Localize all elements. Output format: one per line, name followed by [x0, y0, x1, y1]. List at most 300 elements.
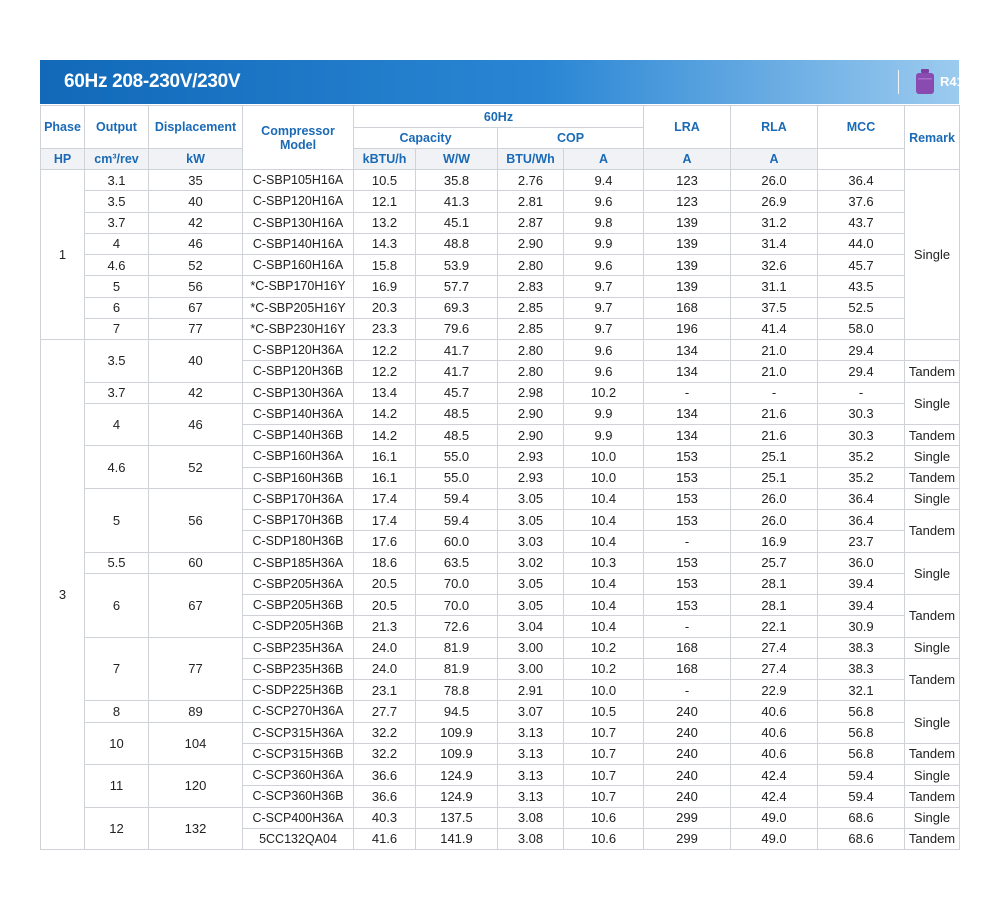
- cell-ww: 2.81: [498, 191, 564, 212]
- cell-mcc: 29.4: [818, 340, 905, 361]
- cell-lra: 139: [644, 212, 731, 233]
- cell-mcc: 39.4: [818, 595, 905, 616]
- cell-kw: 24.0: [354, 637, 416, 658]
- cell-rla: 49.0: [731, 807, 818, 828]
- cell-remark: Tandem: [905, 595, 960, 638]
- cell-btuwh: 10.7: [564, 722, 644, 743]
- cell-displacement: 52: [149, 255, 243, 276]
- cell-mcc: 68.6: [818, 807, 905, 828]
- cell-model: C-SDP180H36B: [243, 531, 354, 552]
- cell-rla: 41.4: [731, 318, 818, 339]
- cell-kbtu: 137.5: [416, 807, 498, 828]
- cell-ww: 2.83: [498, 276, 564, 297]
- cell-mcc: 36.4: [818, 170, 905, 191]
- cell-lra: -: [644, 531, 731, 552]
- cell-model: C-SBP120H16A: [243, 191, 354, 212]
- cell-mcc: 35.2: [818, 467, 905, 488]
- cell-displacement: 56: [149, 276, 243, 297]
- cell-kw: 16.9: [354, 276, 416, 297]
- cell-kbtu: 70.0: [416, 573, 498, 594]
- cell-remark: Tandem: [905, 743, 960, 764]
- cell-lra: 299: [644, 828, 731, 849]
- cell-rla: 42.4: [731, 765, 818, 786]
- cell-kbtu: 41.7: [416, 340, 498, 361]
- cell-btuwh: 9.9: [564, 233, 644, 254]
- cell-ww: 3.13: [498, 765, 564, 786]
- cell-hp: 11: [85, 765, 149, 808]
- table-row: [41, 701, 960, 722]
- cell-mcc: 30.9: [818, 616, 905, 637]
- cell-ww: 2.93: [498, 467, 564, 488]
- cell-btuwh: 10.2: [564, 382, 644, 403]
- cell-btuwh: 9.6: [564, 340, 644, 361]
- cell-displacement: 46: [149, 403, 243, 446]
- cell-lra: 139: [644, 276, 731, 297]
- cell-kw: 17.4: [354, 488, 416, 509]
- cell-ww: 2.87: [498, 212, 564, 233]
- cell-ww: 3.04: [498, 616, 564, 637]
- table-row: [41, 722, 960, 743]
- cell-mcc: 45.7: [818, 255, 905, 276]
- cell-lra: 139: [644, 255, 731, 276]
- cell-btuwh: 10.4: [564, 595, 644, 616]
- cell-rla: 28.1: [731, 595, 818, 616]
- cell-mcc: 43.5: [818, 276, 905, 297]
- cell-btuwh: 9.9: [564, 403, 644, 424]
- unit-displacement: cm³/rev: [85, 149, 149, 170]
- cell-ww: 2.93: [498, 446, 564, 467]
- cell-displacement: 56: [149, 488, 243, 552]
- cell-btuwh: 10.2: [564, 637, 644, 658]
- table-row: [41, 637, 960, 658]
- cell-hp: 5.5: [85, 552, 149, 573]
- cell-kw: 10.5: [354, 170, 416, 191]
- title-divider: [898, 70, 899, 94]
- cell-ww: 3.05: [498, 595, 564, 616]
- unit-kbtu: kBTU/h: [354, 149, 416, 170]
- cell-lra: 134: [644, 361, 731, 382]
- cell-btuwh: 10.4: [564, 531, 644, 552]
- table-title: 60Hz 208-230V/230V: [64, 71, 241, 92]
- cell-remark: [905, 340, 960, 361]
- cell-mcc: 29.4: [818, 361, 905, 382]
- cell-kbtu: 109.9: [416, 743, 498, 764]
- cell-kw: 14.2: [354, 403, 416, 424]
- cell-rla: 21.0: [731, 361, 818, 382]
- cell-kbtu: 45.1: [416, 212, 498, 233]
- cell-btuwh: 10.4: [564, 616, 644, 637]
- cell-model: C-SDP225H36B: [243, 680, 354, 701]
- cell-kw: 41.6: [354, 828, 416, 849]
- cell-ww: 3.08: [498, 828, 564, 849]
- unit-kw: kW: [149, 149, 243, 170]
- cell-lra: 240: [644, 701, 731, 722]
- cell-hp: 3.5: [85, 191, 149, 212]
- cell-kw: 17.6: [354, 531, 416, 552]
- cell-remark: Tandem: [905, 786, 960, 807]
- table-row: [41, 170, 960, 191]
- cell-ww: 2.90: [498, 425, 564, 446]
- cell-lra: 168: [644, 637, 731, 658]
- cell-remark: Single: [905, 446, 960, 467]
- cell-kw: 27.7: [354, 701, 416, 722]
- cell-lra: 153: [644, 467, 731, 488]
- cell-remark: Tandem: [905, 658, 960, 701]
- cell-rla: 27.4: [731, 637, 818, 658]
- cell-hp: 5: [85, 488, 149, 552]
- cell-kbtu: 69.3: [416, 297, 498, 318]
- cell-remark: Single: [905, 488, 960, 509]
- cell-lra: 240: [644, 765, 731, 786]
- cell-rla: 28.1: [731, 573, 818, 594]
- cell-btuwh: 10.4: [564, 488, 644, 509]
- cell-model: C-SBP160H36A: [243, 446, 354, 467]
- cell-model: C-SBP140H36B: [243, 425, 354, 446]
- cell-ww: 2.80: [498, 340, 564, 361]
- cell-model: C-SBP105H16A: [243, 170, 354, 191]
- cell-kbtu: 124.9: [416, 786, 498, 807]
- cell-kw: 13.2: [354, 212, 416, 233]
- cell-hp: 5: [85, 276, 149, 297]
- cell-remark: Single: [905, 765, 960, 786]
- table-row: [41, 403, 960, 424]
- cell-model: C-SDP205H36B: [243, 616, 354, 637]
- cell-displacement: 77: [149, 318, 243, 339]
- table-row: [41, 233, 960, 254]
- cell-btuwh: 9.9: [564, 425, 644, 446]
- cell-displacement: 46: [149, 233, 243, 254]
- cell-rla: 26.9: [731, 191, 818, 212]
- unit-mcc: A: [731, 149, 818, 170]
- cell-kw: 12.2: [354, 340, 416, 361]
- table-row: [41, 276, 960, 297]
- cell-lra: -: [644, 616, 731, 637]
- cell-lra: 134: [644, 425, 731, 446]
- cell-remark: Tandem: [905, 510, 960, 553]
- cell-mcc: 52.5: [818, 297, 905, 318]
- cell-remark: Single: [905, 807, 960, 828]
- cell-kw: 14.2: [354, 425, 416, 446]
- cell-kw: 32.2: [354, 722, 416, 743]
- cell-mcc: -: [818, 382, 905, 403]
- cell-rla: 22.9: [731, 680, 818, 701]
- cell-hp: 3.5: [85, 340, 149, 383]
- cell-kw: 23.3: [354, 318, 416, 339]
- cell-mcc: 23.7: [818, 531, 905, 552]
- cell-mcc: 56.8: [818, 743, 905, 764]
- cell-ww: 2.90: [498, 403, 564, 424]
- cell-model: C-SCP400H36A: [243, 807, 354, 828]
- cell-kbtu: 48.8: [416, 233, 498, 254]
- cell-model: C-SBP160H36B: [243, 467, 354, 488]
- cell-hp: 8: [85, 701, 149, 722]
- cell-btuwh: 9.6: [564, 255, 644, 276]
- cell-kw: 40.3: [354, 807, 416, 828]
- cell-model: C-SBP205H36B: [243, 595, 354, 616]
- cell-hp: 10: [85, 722, 149, 765]
- cell-kbtu: 81.9: [416, 658, 498, 679]
- cell-hp: 4.6: [85, 255, 149, 276]
- cell-model: C-SBP120H36A: [243, 340, 354, 361]
- cell-mcc: 43.7: [818, 212, 905, 233]
- cell-lra: 240: [644, 786, 731, 807]
- cell-kbtu: 41.3: [416, 191, 498, 212]
- cell-displacement: 40: [149, 340, 243, 383]
- cell-model: *C-SBP230H16Y: [243, 318, 354, 339]
- cell-ww: 2.85: [498, 318, 564, 339]
- cell-lra: 196: [644, 318, 731, 339]
- cell-kw: 13.4: [354, 382, 416, 403]
- cell-kw: 16.1: [354, 446, 416, 467]
- cell-btuwh: 9.7: [564, 276, 644, 297]
- col-cop: COP: [498, 128, 644, 149]
- table-row: [41, 382, 960, 403]
- cell-model: C-SBP185H36A: [243, 552, 354, 573]
- cell-remark: Single: [905, 637, 960, 658]
- cell-btuwh: 10.6: [564, 828, 644, 849]
- cell-model: C-SBP235H36A: [243, 637, 354, 658]
- cell-ww: 3.07: [498, 701, 564, 722]
- cell-model: C-SCP315H36A: [243, 722, 354, 743]
- cell-lra: 153: [644, 552, 731, 573]
- table-title-bar: [40, 60, 981, 104]
- cell-model: C-SBP120H36B: [243, 361, 354, 382]
- cell-model: C-SBP170H36B: [243, 510, 354, 531]
- refrigerant-label: R410A: [940, 74, 981, 89]
- cell-rla: 25.7: [731, 552, 818, 573]
- cell-ww: 3.05: [498, 573, 564, 594]
- cell-btuwh: 10.0: [564, 680, 644, 701]
- cell-kbtu: 141.9: [416, 828, 498, 849]
- cell-btuwh: 10.0: [564, 446, 644, 467]
- cell-hp: 3.1: [85, 170, 149, 191]
- cell-mcc: 38.3: [818, 637, 905, 658]
- cell-lra: 123: [644, 191, 731, 212]
- cell-rla: 31.1: [731, 276, 818, 297]
- cell-kw: 32.2: [354, 743, 416, 764]
- cell-model: C-SCP315H36B: [243, 743, 354, 764]
- cell-model: C-SBP160H16A: [243, 255, 354, 276]
- cell-ww: 2.98: [498, 382, 564, 403]
- unit-lra: A: [564, 149, 644, 170]
- cell-displacement: 67: [149, 297, 243, 318]
- cell-rla: 16.9: [731, 531, 818, 552]
- cell-displacement: 77: [149, 637, 243, 701]
- cell-btuwh: 9.6: [564, 191, 644, 212]
- cell-ww: 3.13: [498, 722, 564, 743]
- cell-mcc: 44.0: [818, 233, 905, 254]
- cell-kbtu: 59.4: [416, 510, 498, 531]
- cell-rla: 37.5: [731, 297, 818, 318]
- cell-btuwh: 10.7: [564, 765, 644, 786]
- cell-kw: 17.4: [354, 510, 416, 531]
- cell-btuwh: 9.7: [564, 318, 644, 339]
- table-row: [41, 318, 960, 339]
- cell-mcc: 59.4: [818, 765, 905, 786]
- cell-remark: Single: [905, 170, 960, 340]
- cell-model: *C-SBP205H16Y: [243, 297, 354, 318]
- cell-model: C-SBP235H36B: [243, 658, 354, 679]
- cell-rla: 42.4: [731, 786, 818, 807]
- cell-lra: 153: [644, 595, 731, 616]
- cell-kbtu: 45.7: [416, 382, 498, 403]
- cell-btuwh: 10.3: [564, 552, 644, 573]
- cell-mcc: 30.3: [818, 403, 905, 424]
- cell-model: C-SBP205H36A: [243, 573, 354, 594]
- cell-hp: 7: [85, 637, 149, 701]
- cell-btuwh: 10.0: [564, 467, 644, 488]
- cell-kbtu: 55.0: [416, 446, 498, 467]
- cell-rla: 32.6: [731, 255, 818, 276]
- cell-rla: 25.1: [731, 467, 818, 488]
- cell-rla: 31.4: [731, 233, 818, 254]
- cell-kw: 20.5: [354, 595, 416, 616]
- cell-kw: 18.6: [354, 552, 416, 573]
- cell-mcc: 39.4: [818, 573, 905, 594]
- unit-btuwh: BTU/Wh: [498, 149, 564, 170]
- cell-kbtu: 41.7: [416, 361, 498, 382]
- cell-ww: 3.00: [498, 637, 564, 658]
- cell-ww: 2.85: [498, 297, 564, 318]
- cell-mcc: 59.4: [818, 786, 905, 807]
- cell-model: *C-SBP170H16Y: [243, 276, 354, 297]
- cell-lra: 134: [644, 403, 731, 424]
- cell-remark: Single: [905, 701, 960, 744]
- cell-rla: 26.0: [731, 170, 818, 191]
- cell-rla: 40.6: [731, 722, 818, 743]
- cell-hp: 7: [85, 318, 149, 339]
- cell-model: C-SBP170H36A: [243, 488, 354, 509]
- cell-model: C-SCP360H36B: [243, 786, 354, 807]
- table-row: [41, 297, 960, 318]
- cell-remark: Tandem: [905, 425, 960, 446]
- cell-phase: 3: [41, 340, 85, 850]
- cell-btuwh: 10.6: [564, 807, 644, 828]
- cell-rla: 40.6: [731, 701, 818, 722]
- cell-kw: 12.1: [354, 191, 416, 212]
- cell-mcc: 35.2: [818, 446, 905, 467]
- cell-kw: 36.6: [354, 765, 416, 786]
- cell-kw: 15.8: [354, 255, 416, 276]
- cell-model: C-SCP270H36A: [243, 701, 354, 722]
- cell-model: C-SCP360H36A: [243, 765, 354, 786]
- table-row: [41, 488, 960, 509]
- refrigerant-can-icon: [915, 69, 935, 95]
- cell-rla: 21.6: [731, 403, 818, 424]
- cell-lra: -: [644, 680, 731, 701]
- cell-mcc: 37.6: [818, 191, 905, 212]
- cell-ww: 3.02: [498, 552, 564, 573]
- cell-ww: 3.05: [498, 510, 564, 531]
- cell-displacement: 35: [149, 170, 243, 191]
- cell-rla: -: [731, 382, 818, 403]
- cell-kbtu: 59.4: [416, 488, 498, 509]
- cell-rla: 21.6: [731, 425, 818, 446]
- cell-displacement: 52: [149, 446, 243, 489]
- col-compressor-model: Compressor Model: [243, 106, 354, 170]
- cell-remark: Tandem: [905, 361, 960, 382]
- table-row: [41, 446, 960, 467]
- cell-mcc: 68.6: [818, 828, 905, 849]
- cell-lra: 168: [644, 297, 731, 318]
- cell-rla: 27.4: [731, 658, 818, 679]
- col-displacement: Displacement: [149, 106, 243, 149]
- table-row: [41, 212, 960, 233]
- cell-displacement: 42: [149, 212, 243, 233]
- table-row: [41, 573, 960, 594]
- cell-btuwh: 9.4: [564, 170, 644, 191]
- cell-lra: 240: [644, 743, 731, 764]
- cell-btuwh: 9.7: [564, 297, 644, 318]
- col-lra: LRA: [644, 106, 731, 149]
- col-remark: Remark: [905, 106, 960, 170]
- cell-lra: 153: [644, 510, 731, 531]
- cell-mcc: 36.4: [818, 510, 905, 531]
- cell-btuwh: 10.2: [564, 658, 644, 679]
- cell-displacement: 104: [149, 722, 243, 765]
- unit-rla: A: [644, 149, 731, 170]
- cell-kw: 23.1: [354, 680, 416, 701]
- unit-ww: W/W: [416, 149, 498, 170]
- table-row: [41, 255, 960, 276]
- cell-ww: 3.13: [498, 743, 564, 764]
- cell-displacement: 42: [149, 382, 243, 403]
- cell-hp: 4: [85, 233, 149, 254]
- cell-rla: 21.0: [731, 340, 818, 361]
- cell-kw: 20.5: [354, 573, 416, 594]
- cell-hp: 3.7: [85, 382, 149, 403]
- cell-model: C-SBP130H16A: [243, 212, 354, 233]
- cell-lra: -: [644, 382, 731, 403]
- cell-rla: 25.1: [731, 446, 818, 467]
- cell-displacement: 67: [149, 573, 243, 637]
- cell-model: C-SBP130H36A: [243, 382, 354, 403]
- cell-lra: 240: [644, 722, 731, 743]
- cell-kbtu: 81.9: [416, 637, 498, 658]
- cell-rla: 26.0: [731, 510, 818, 531]
- cell-kbtu: 72.6: [416, 616, 498, 637]
- cell-kbtu: 70.0: [416, 595, 498, 616]
- col-group-60hz: 60Hz: [354, 106, 644, 128]
- cell-phase: 1: [41, 170, 85, 340]
- cell-btuwh: 9.8: [564, 212, 644, 233]
- cell-ww: 2.90: [498, 233, 564, 254]
- cell-ww: 2.80: [498, 361, 564, 382]
- cell-rla: 31.2: [731, 212, 818, 233]
- cell-remark: Tandem: [905, 467, 960, 488]
- cell-mcc: 56.8: [818, 701, 905, 722]
- cell-lra: 299: [644, 807, 731, 828]
- table-row: [41, 340, 960, 361]
- cell-lra: 139: [644, 233, 731, 254]
- cell-model: C-SBP140H36A: [243, 403, 354, 424]
- cell-lra: 153: [644, 488, 731, 509]
- table-row: [41, 552, 960, 573]
- cell-mcc: 36.4: [818, 488, 905, 509]
- cell-mcc: 32.1: [818, 680, 905, 701]
- cell-mcc: 36.0: [818, 552, 905, 573]
- cell-hp: 6: [85, 573, 149, 637]
- cell-remark: Single: [905, 552, 960, 595]
- cell-remark: Tandem: [905, 828, 960, 849]
- cell-displacement: 40: [149, 191, 243, 212]
- cell-ww: 2.76: [498, 170, 564, 191]
- cell-btuwh: 10.7: [564, 786, 644, 807]
- compressor-spec-table: [40, 105, 960, 850]
- cell-hp: 4: [85, 403, 149, 446]
- cell-ww: 2.91: [498, 680, 564, 701]
- cell-rla: 22.1: [731, 616, 818, 637]
